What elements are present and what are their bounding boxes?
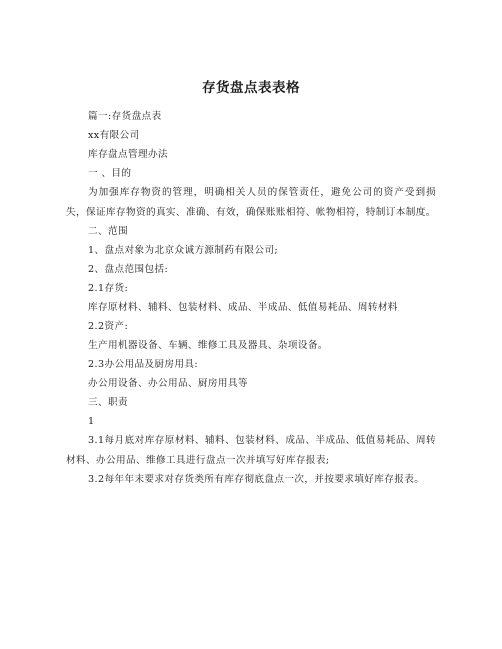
paragraph-scope-2: 2、盘点范围包括: [88, 264, 169, 276]
document-title: 存货盘点表表格 [202, 80, 300, 96]
paragraph-assets-heading: 2.2资产: [88, 321, 129, 333]
paragraph-scope-1: 1、盘点对象为北京众诚方源制药有限公司; [88, 245, 279, 257]
document-body [66, 107, 436, 490]
paragraph-office-items: 办公用设备、办公用品、厨房用具等 [88, 378, 248, 390]
section-scope-heading: 二、范围 [88, 226, 128, 238]
paragraph-inventory-heading: 2.1存货: [88, 283, 129, 295]
paragraph-duty-yearly: 3.2每年年末要求对存货类所有库存彻底盘点一次，并按要求填好库存报表。 [88, 474, 425, 486]
paragraph-duty-monthly: 3.1每月底对库存原材料、辅料、包装材料、成品、半成品、低值易耗品、周转材料、办公用品、维修工具进行盘点一次并填写好库存报表; [66, 435, 436, 466]
paragraph-doc-name: 库存盘点管理办法 [88, 149, 168, 160]
paragraph-purpose: 为加强库存物资的管理，明确相关人员的保管责任，避免公司的资产受到损失，保证库存物资的真实、准确、有效，确保账账相符、帐物相符，特制订本制度。 [66, 187, 436, 218]
paragraph-inventory-items: 库存原材料、辅料、包装材料、成品、半成品、低值易耗品、周转材料 [88, 302, 398, 314]
paragraph-heading-1: 篇一:存货盘点表 [88, 111, 162, 122]
section-purpose-heading: 一 、目的 [88, 168, 132, 179]
paragraph-number: 1 [88, 416, 95, 428]
paragraph-company: xx有限公司 [88, 130, 140, 141]
paragraph-office-heading: 2.3办公用品及厨房用具: [88, 359, 199, 371]
paragraph-assets-items: 生产用机器设备、车辆、维修工具及器具、杂项设备。 [88, 340, 328, 352]
section-duties-heading: 三、职责 [88, 397, 128, 409]
